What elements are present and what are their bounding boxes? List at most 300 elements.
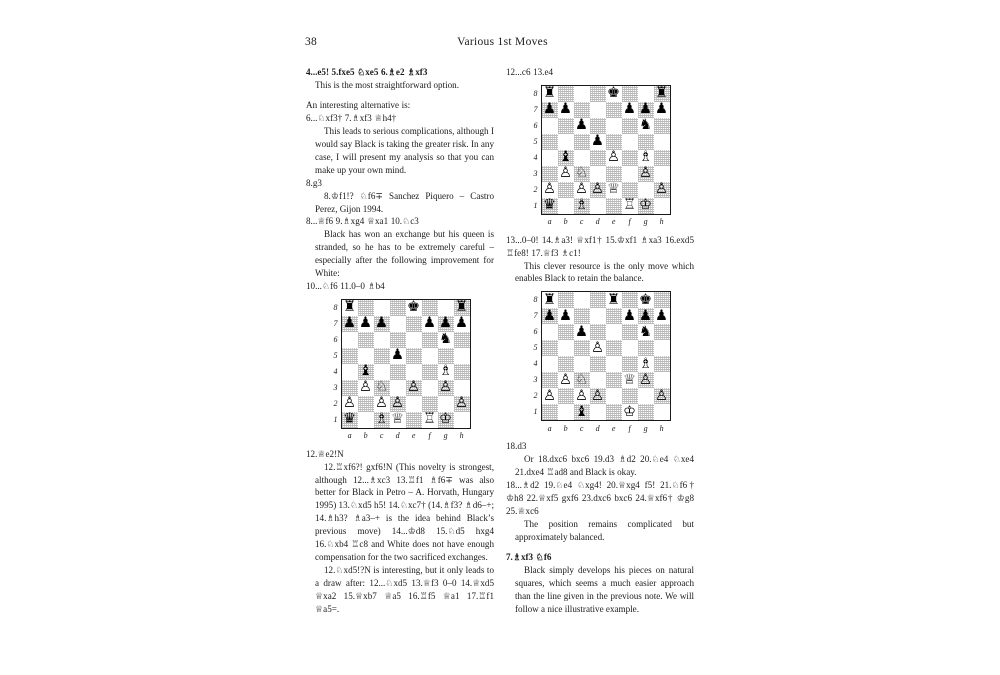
- rank-label: 7: [533, 105, 538, 114]
- board-square: [422, 300, 438, 316]
- commentary-paragraph: This leads to serious complications, although I would say Black is taking the greater risk. In any case, I will present my analysis so that you can make up your own mind.: [315, 126, 494, 175]
- board-square: [558, 134, 574, 150]
- file-label: e: [411, 431, 416, 441]
- rank-label: 1: [533, 407, 538, 417]
- chess-piece: ♟: [359, 315, 372, 332]
- board-square: [374, 332, 390, 348]
- commentary-paragraph: 12.♖xf6?! gxf6!N (This novelty is strongest, although 12...♗xc3 13.♖f1 ♗f6∓ was also better for Black in Petro – A. Horvath, Hungary 1995) 13.♘xd5 h5! 14.♘xc7† (14.♗f3? ♗d6–+; 14.♗h3? ♗a3–+ is the idea behind Black’s previous move) 14...♔d8 15.♘d5 hxg4 16.♘xb4 ♖c8 and White does not have enough compensation for the two sacrificed exchanges.: [315, 461, 494, 563]
- board-square: [638, 388, 654, 404]
- board-square: [606, 308, 622, 324]
- board-square: [622, 182, 638, 198]
- board-square: [606, 324, 622, 340]
- chess-piece: ♟: [639, 101, 652, 118]
- chess-piece: ♚: [407, 299, 420, 316]
- chess-piece: ♚: [639, 292, 652, 308]
- chess-piece: ♞: [639, 324, 652, 340]
- board-square: [590, 356, 606, 372]
- board-wrap: [533, 85, 671, 215]
- file-label: d: [395, 431, 400, 441]
- board-square: [590, 404, 606, 420]
- chess-piece: ♟: [543, 101, 556, 118]
- board-square: [358, 364, 374, 380]
- board-square: [406, 300, 422, 316]
- board-square: [654, 404, 670, 420]
- chess-piece: ♙: [607, 149, 620, 166]
- board-square: [654, 182, 670, 198]
- board-square: [654, 292, 670, 308]
- rank-labels: [531, 86, 538, 214]
- board-square: [542, 308, 558, 324]
- board-square: [558, 388, 574, 404]
- board-square: [542, 86, 558, 102]
- chess-piece: ♞: [439, 331, 452, 348]
- chess-piece: ♘: [575, 372, 588, 388]
- board-square: [638, 102, 654, 118]
- chess-piece: ♙: [591, 181, 604, 198]
- board-square: [374, 380, 390, 396]
- file-label: h: [659, 217, 664, 227]
- chess-piece: ♙: [639, 165, 652, 182]
- board-square: [622, 150, 638, 166]
- board-square: [606, 166, 622, 182]
- chess-piece: ♟: [591, 133, 604, 150]
- file-label: d: [595, 217, 600, 227]
- chess-piece: ♙: [559, 165, 572, 182]
- board-square: [622, 340, 638, 356]
- board-square: [606, 340, 622, 356]
- rank-label: 6: [333, 335, 338, 344]
- board-square: [574, 340, 590, 356]
- rank-label: 4: [533, 359, 538, 369]
- board-square: [558, 404, 574, 420]
- chess-piece: ♝: [575, 404, 588, 420]
- board-square: [390, 396, 406, 412]
- board-square: [454, 316, 470, 332]
- rank-label: 1: [533, 201, 538, 210]
- board-square: [590, 134, 606, 150]
- board-square: [558, 86, 574, 102]
- board-square: [590, 198, 606, 214]
- chess-piece: ♝: [559, 149, 572, 166]
- board-square: [358, 396, 374, 412]
- file-label: b: [563, 217, 568, 227]
- paragraph-gap: [506, 544, 694, 552]
- board-square: [654, 198, 670, 214]
- chess-piece: ♟: [655, 101, 668, 118]
- board-square: [606, 134, 622, 150]
- board-square: [606, 292, 622, 308]
- file-label: d: [595, 423, 600, 433]
- board-square: [542, 340, 558, 356]
- chess-piece: ♙: [559, 372, 572, 388]
- board-square: [606, 118, 622, 134]
- file-label: h: [459, 431, 464, 441]
- chess-board: [541, 85, 671, 215]
- chess-piece: ♘: [575, 165, 588, 182]
- chess-piece: ♗: [575, 197, 588, 214]
- rank-label: 7: [533, 311, 538, 321]
- chess-board: [541, 291, 671, 421]
- file-label: a: [547, 217, 552, 227]
- board-square: [390, 348, 406, 364]
- move-line: An interesting alternative is:: [306, 100, 411, 111]
- board-square: [374, 364, 390, 380]
- board-square: [542, 166, 558, 182]
- board-square: [358, 316, 374, 332]
- file-label: f: [628, 217, 631, 227]
- board-square: [454, 364, 470, 380]
- chess-piece: ♕: [391, 411, 404, 428]
- board-square: [422, 364, 438, 380]
- commentary-paragraph: The position remains complicated but approximately balanced.: [515, 518, 694, 542]
- move-heading: 4...e5! 5.fxe5 ♘xe5 6.♗e2 ♗xf3: [306, 67, 428, 77]
- board-square: [638, 308, 654, 324]
- move-line: 12...c6 13.e4: [506, 67, 554, 77]
- chess-piece: ♜: [543, 292, 556, 308]
- rank-labels: [531, 292, 538, 420]
- board-square: [606, 150, 622, 166]
- commentary-paragraph: This is the most straightforward option.: [315, 79, 459, 90]
- chess-piece: ♕: [607, 181, 620, 198]
- board-square: [438, 316, 454, 332]
- board-square: [622, 118, 638, 134]
- board-square: [406, 364, 422, 380]
- board-square: [622, 86, 638, 102]
- chess-piece: ♗: [375, 411, 388, 428]
- board-square: [574, 134, 590, 150]
- board-square: [574, 198, 590, 214]
- board-square: [606, 388, 622, 404]
- board-square: [374, 412, 390, 428]
- running-title: Various 1st Moves: [457, 36, 548, 48]
- board-outer: [530, 291, 671, 434]
- chess-piece: ♙: [439, 379, 452, 396]
- chess-piece: ♖: [423, 411, 436, 428]
- chess-piece: ♟: [559, 101, 572, 118]
- board-square: [542, 404, 558, 420]
- rank-label: 4: [333, 367, 338, 376]
- file-label: g: [643, 217, 648, 227]
- commentary-paragraph: This clever resource is the only move which enables Black to retain the balance.: [515, 260, 694, 284]
- move-line: 8.g3: [306, 177, 322, 188]
- board-square: [654, 134, 670, 150]
- move-line: 12.♕e2!N: [306, 448, 344, 459]
- chess-piece: ♙: [591, 340, 604, 356]
- board-square: [454, 380, 470, 396]
- rank-label: 5: [533, 137, 538, 146]
- board-square: [638, 340, 654, 356]
- board-square: [342, 348, 358, 364]
- board-square: [622, 308, 638, 324]
- board-square: [558, 340, 574, 356]
- board-square: [422, 348, 438, 364]
- board-square: [606, 404, 622, 420]
- board-square: [574, 388, 590, 404]
- board-square: [654, 166, 670, 182]
- board-square: [406, 316, 422, 332]
- rank-label: 3: [533, 169, 538, 178]
- chess-piece: ♕: [623, 372, 636, 388]
- board-square: [454, 348, 470, 364]
- board-wrap: [533, 291, 671, 421]
- board-square: [606, 356, 622, 372]
- rank-label: 3: [533, 375, 538, 385]
- move-line: 13...0–0! 14.♗a3! ♕xf1† 15.♔xf1 ♗xa3 16.exd5 ♖fe8! 17.♕f3 ♗c1!: [506, 234, 694, 258]
- board-square: [342, 396, 358, 412]
- chess-piece: ♟: [575, 117, 588, 134]
- chess-piece: ♔: [439, 411, 452, 428]
- board-square: [590, 118, 606, 134]
- board-square: [638, 404, 654, 420]
- board-square: [542, 198, 558, 214]
- board-square: [342, 412, 358, 428]
- file-label: g: [443, 431, 448, 441]
- chess-piece: ♞: [639, 117, 652, 134]
- board-square: [558, 150, 574, 166]
- chess-piece: ♙: [455, 395, 468, 412]
- chess-board: [341, 299, 471, 429]
- board-square: [422, 332, 438, 348]
- board-square: [590, 340, 606, 356]
- board-square: [574, 182, 590, 198]
- chess-piece: ♙: [375, 395, 388, 412]
- chess-piece: ♘: [375, 379, 388, 396]
- chess-piece: ♔: [623, 404, 636, 420]
- chess-piece: ♜: [655, 85, 668, 102]
- file-label: e: [611, 217, 616, 227]
- board-square: [622, 134, 638, 150]
- board-square: [574, 372, 590, 388]
- board-square: [438, 300, 454, 316]
- board-square: [558, 356, 574, 372]
- board-square: [638, 134, 654, 150]
- rank-label: 6: [533, 121, 538, 130]
- file-label: f: [628, 423, 631, 433]
- rank-label: 3: [333, 383, 338, 392]
- board-square: [454, 412, 470, 428]
- move-line: 6...♘xf3† 7.♗xf3 ♕h4†: [306, 113, 397, 124]
- board-square: [438, 380, 454, 396]
- file-label: g: [643, 423, 648, 433]
- board-square: [590, 86, 606, 102]
- rank-label: 2: [533, 185, 538, 194]
- chess-piece: ♜: [455, 299, 468, 316]
- board-square: [406, 348, 422, 364]
- commentary-paragraph: Black has won an exchange but his queen is stranded, so he has to be extremely careful – especially after the following improvement for White:: [315, 229, 494, 279]
- rank-label: 7: [333, 319, 338, 328]
- board-square: [342, 380, 358, 396]
- chess-piece: ♟: [391, 347, 404, 364]
- chess-piece: ♙: [575, 388, 588, 404]
- board-square: [590, 292, 606, 308]
- board-square: [574, 356, 590, 372]
- board-wrap: [333, 299, 471, 429]
- board-square: [654, 118, 670, 134]
- board-square: [542, 372, 558, 388]
- board-square: [622, 388, 638, 404]
- board-square: [558, 372, 574, 388]
- board-square: [558, 166, 574, 182]
- rank-label: 2: [333, 399, 338, 408]
- board-square: [638, 86, 654, 102]
- chess-piece: ♙: [639, 372, 652, 388]
- file-label: h: [659, 423, 664, 433]
- board-square: [590, 372, 606, 388]
- board-square: [390, 412, 406, 428]
- board-square: [622, 102, 638, 118]
- board-square: [542, 134, 558, 150]
- board-square: [374, 396, 390, 412]
- board-square: [406, 332, 422, 348]
- board-square: [590, 308, 606, 324]
- chess-piece: ♟: [375, 315, 388, 332]
- chess-piece: ♔: [639, 197, 652, 214]
- board-square: [654, 86, 670, 102]
- board-square: [454, 332, 470, 348]
- board-square: [558, 198, 574, 214]
- file-label: b: [363, 431, 368, 441]
- board-square: [590, 388, 606, 404]
- chess-piece: ♝: [359, 363, 372, 380]
- chess-piece: ♟: [639, 308, 652, 324]
- board-square: [542, 118, 558, 134]
- board-square: [590, 166, 606, 182]
- board-square: [606, 372, 622, 388]
- board-square: [574, 292, 590, 308]
- running-head: [305, 36, 700, 52]
- board-square: [574, 102, 590, 118]
- rank-labels: [331, 300, 338, 428]
- board-square: [622, 404, 638, 420]
- chess-piece: ♙: [359, 379, 372, 396]
- chess-piece: ♙: [543, 181, 556, 198]
- chess-piece: ♚: [607, 85, 620, 102]
- board-square: [606, 198, 622, 214]
- board-square: [638, 182, 654, 198]
- board-square: [590, 182, 606, 198]
- chess-piece: ♙: [575, 181, 588, 198]
- move-line: 18.d3: [506, 441, 527, 452]
- board-square: [342, 364, 358, 380]
- board-square: [574, 118, 590, 134]
- rank-label: 1: [333, 415, 338, 424]
- board-square: [574, 150, 590, 166]
- board-square: [358, 380, 374, 396]
- rank-label: 5: [333, 351, 338, 360]
- chess-piece: ♟: [455, 315, 468, 332]
- chess-piece: ♜: [607, 292, 620, 308]
- board-square: [454, 300, 470, 316]
- board-square: [342, 300, 358, 316]
- board-square: [574, 404, 590, 420]
- board-square: [358, 348, 374, 364]
- board-square: [558, 324, 574, 340]
- chess-diagram: [506, 85, 694, 228]
- chess-piece: ♙: [343, 395, 356, 412]
- right-text-column: [506, 66, 694, 616]
- board-square: [654, 388, 670, 404]
- board-square: [574, 86, 590, 102]
- chess-diagram: [306, 299, 494, 442]
- board-square: [622, 324, 638, 340]
- board-square: [654, 356, 670, 372]
- board-outer: [330, 299, 471, 442]
- chess-piece: ♜: [543, 85, 556, 102]
- board-square: [638, 150, 654, 166]
- chess-piece: ♙: [391, 395, 404, 412]
- board-square: [422, 316, 438, 332]
- board-square: [374, 300, 390, 316]
- board-square: [606, 102, 622, 118]
- move-line: 10...♘f6 11.0–0 ♗b4: [306, 281, 385, 291]
- board-square: [438, 396, 454, 412]
- board-square: [558, 102, 574, 118]
- chess-piece: ♗: [639, 356, 652, 372]
- chess-piece: ♗: [639, 149, 652, 166]
- commentary-paragraph: Black simply develops his pieces on natural squares, which seems a much easier approach than the line given in the previous note. We will follow a nice illustrative example.: [515, 564, 694, 614]
- board-square: [542, 356, 558, 372]
- board-square: [422, 380, 438, 396]
- board-square: [638, 372, 654, 388]
- chess-piece: ♟: [543, 308, 556, 324]
- board-square: [638, 166, 654, 182]
- board-square: [542, 388, 558, 404]
- board-square: [542, 150, 558, 166]
- board-square: [390, 332, 406, 348]
- commentary-paragraph: Or 18.dxc6 bxc6 19.d3 ♗d2 20.♘e4 ♘xe4 21.dxe4 ♖ad8 and Black is okay.: [515, 454, 694, 478]
- chess-piece: ♟: [439, 315, 452, 332]
- chess-piece: ♛: [543, 197, 556, 214]
- board-square: [422, 396, 438, 412]
- file-label: e: [611, 423, 616, 433]
- rank-label: 2: [533, 391, 538, 401]
- chess-piece: ♟: [623, 101, 636, 118]
- board-square: [574, 308, 590, 324]
- board-square: [622, 372, 638, 388]
- chess-piece: ♟: [575, 324, 588, 340]
- board-square: [558, 308, 574, 324]
- board-square: [574, 324, 590, 340]
- board-square: [638, 118, 654, 134]
- board-square: [390, 316, 406, 332]
- board-square: [558, 182, 574, 198]
- file-labels: [342, 430, 471, 441]
- file-labels: [542, 216, 671, 227]
- board-square: [622, 166, 638, 182]
- chess-piece: ♛: [343, 411, 356, 428]
- board-square: [406, 380, 422, 396]
- board-square: [590, 324, 606, 340]
- board-square: [358, 412, 374, 428]
- commentary-paragraph: 12.♘xd5!?N is interesting, but it only leads to a draw after: 12...♘xd5 13.♕f3 0–0 14.♕xd5 ♕xa2 15.♕xb7 ♕a5 16.♖f5 ♕a1 17.♖f1 ♕a5=.: [315, 564, 494, 614]
- board-square: [622, 356, 638, 372]
- board-square: [390, 300, 406, 316]
- file-label: a: [547, 423, 552, 433]
- board-square: [438, 348, 454, 364]
- file-label: c: [379, 431, 384, 441]
- board-square: [654, 324, 670, 340]
- chess-piece: ♙: [407, 379, 420, 396]
- board-square: [654, 150, 670, 166]
- board-square: [406, 412, 422, 428]
- file-label: c: [579, 423, 584, 433]
- board-square: [390, 364, 406, 380]
- board-square: [438, 364, 454, 380]
- board-square: [622, 292, 638, 308]
- board-square: [542, 324, 558, 340]
- file-label: b: [563, 423, 568, 433]
- board-square: [542, 182, 558, 198]
